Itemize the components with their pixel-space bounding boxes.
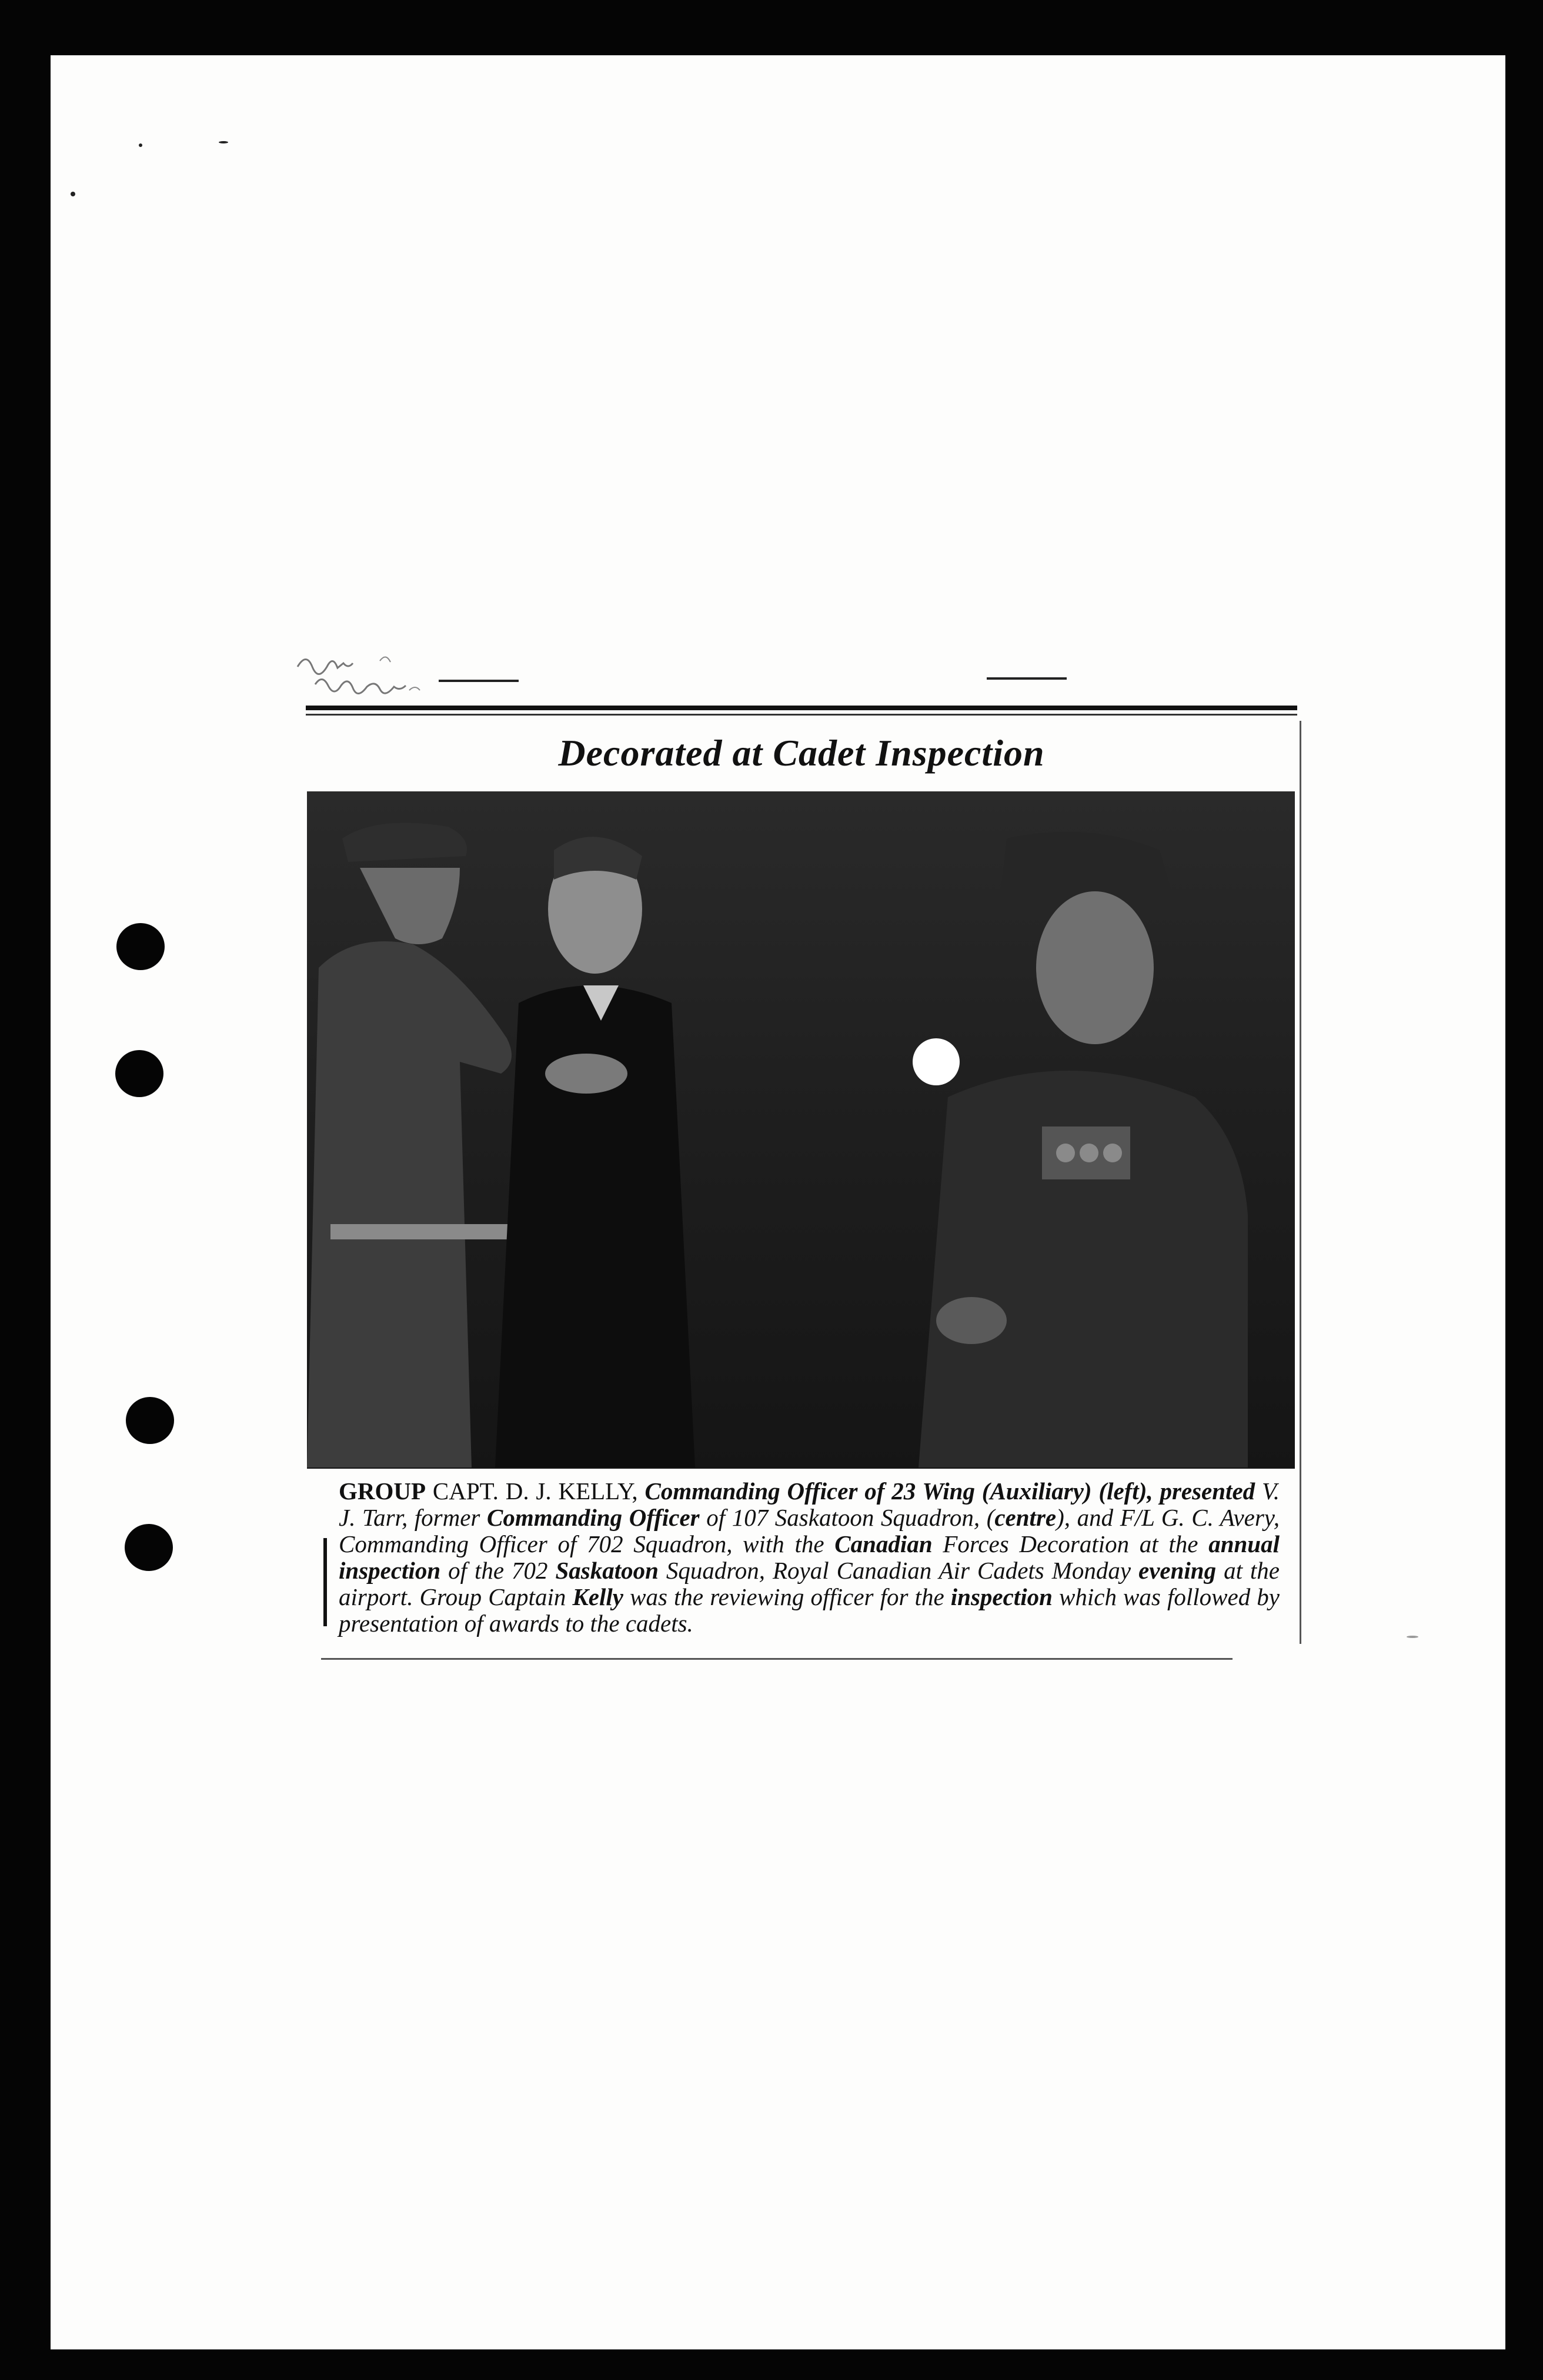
caption-part: ), and F/L G. C. Avery, Commanding Officer of 702 Squadron, with the [339,1504,1280,1557]
caption-part: inspection [950,1583,1053,1610]
caption-part: Saskatoon [555,1557,659,1584]
punch-hole [125,1524,173,1571]
handwritten-note [292,643,486,708]
news-photo [307,791,1295,1469]
caption-part: which was followed by presentation of awards to the cadets. [339,1583,1280,1637]
punch-hole [116,923,165,970]
caption-part: at the airport. Group Captain [339,1557,1280,1610]
caption-part: was the reviewing officer for the [623,1583,951,1610]
caption-part: of 107 Saskatoon Squadron, ( [699,1504,995,1531]
caption-part: of the 702 [440,1557,556,1584]
archive-page [51,55,1505,2349]
caption-part: annual inspection [339,1530,1280,1584]
caption-part: evening [1138,1557,1217,1584]
speck [71,192,75,196]
caption-part: Kelly [572,1583,623,1610]
top-rule-thin [306,714,1297,716]
speck [139,143,142,147]
margin-bar [323,1538,327,1626]
speck [1407,1636,1418,1638]
newspaper-clipping [306,706,1309,1666]
top-rule [306,706,1297,710]
pencil-mark [987,677,1067,680]
photo-illustration [307,791,1295,1469]
punch-hole [126,1397,174,1444]
caption-part: CAPT. D. J. KELLY, [432,1478,645,1505]
caption-part: Commanding Officer [486,1504,700,1531]
caption-part: Squadron, Royal Canadian Air Cadets Monday [658,1557,1139,1584]
caption-part: centre [994,1504,1057,1531]
caption-lead: GROUP [339,1478,426,1505]
caption-part: V. J. Tarr, former [339,1478,1280,1531]
bottom-rule [321,1658,1233,1660]
headline: Decorated at Cadet Inspection [558,732,1045,774]
right-rule [1300,721,1301,1644]
caption-part: Commanding Officer of 23 Wing (Auxiliary) (left), presented [644,1478,1255,1505]
caption-part: Forces Decoration at the [932,1530,1209,1557]
speck [219,141,228,143]
caption-part: Canadian [834,1530,933,1557]
pencil-mark [439,680,519,682]
punch-hole [115,1050,163,1097]
photo-caption [339,1478,1280,1637]
